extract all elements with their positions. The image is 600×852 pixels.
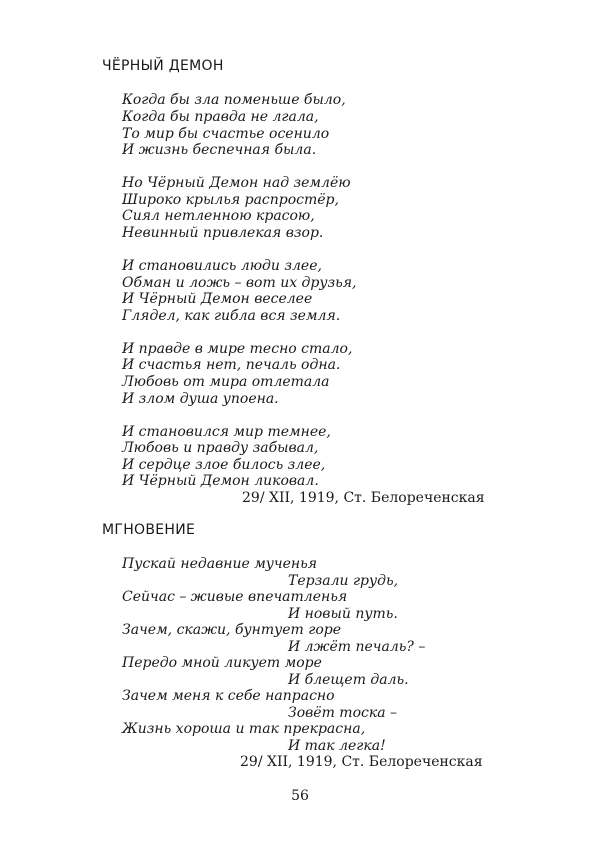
poem-line: Глядел, как гибла вся земля. bbox=[122, 308, 341, 324]
poem-line: И новый путь. bbox=[288, 606, 398, 622]
poem-line: И злом душа упоена. bbox=[122, 391, 279, 407]
poem-line: То мир бы счастье осенило bbox=[122, 126, 330, 142]
poem-line: И Чёрный Демон веселее bbox=[122, 291, 313, 307]
poem-line: И сердце злое билось злее, bbox=[122, 457, 326, 473]
poem-line: Сиял нетленною красою, bbox=[122, 208, 315, 224]
poem-signature: 29/ XII, 1919, Ст. Белореченская bbox=[240, 754, 483, 770]
poem-signature: 29/ XII, 1919, Ст. Белореченская bbox=[242, 490, 485, 506]
poem-line: Обман и ложь – вот их друзья, bbox=[122, 275, 357, 291]
poem-line: Широко крылья распростёр, bbox=[122, 192, 339, 208]
poem-line: И лжёт печаль? – bbox=[288, 639, 426, 655]
poem-line: И жизнь беспечная была. bbox=[122, 142, 317, 158]
poem-line: Жизнь хороша и так прекрасна, bbox=[122, 721, 366, 737]
poem-line: Когда бы зла поменьше было, bbox=[122, 92, 346, 108]
poem-line: И становился мир темнее, bbox=[122, 424, 331, 440]
poem-line: Невинный привлекая взор. bbox=[122, 225, 324, 241]
poem-title: ЧЁРНЫЙ ДЕМОН bbox=[102, 58, 224, 74]
poem-line: Зачем, скажи, бунтует горе bbox=[122, 622, 341, 638]
poem-line: Но Чёрный Демон над землёю bbox=[122, 175, 351, 191]
poem-line: И Чёрный Демон ликовал. bbox=[122, 473, 319, 489]
poem-line: Пускай недавние мученья bbox=[122, 556, 318, 572]
page-number: 56 bbox=[291, 788, 309, 804]
poem-line: Передо мной ликует море bbox=[122, 655, 322, 671]
poem-line: И счастья нет, печаль одна. bbox=[122, 357, 341, 373]
poem-line: Зачем меня к себе напрасно bbox=[122, 688, 335, 704]
poem-line: Любовь от мира отлетала bbox=[122, 374, 330, 390]
poem-line: И становились люди злее, bbox=[122, 258, 322, 274]
poem-line: Любовь и правду забывал, bbox=[122, 440, 319, 456]
poem-line: И блещет даль. bbox=[288, 672, 409, 688]
poem-line: И правде в мире тесно стало, bbox=[122, 341, 353, 357]
poem-line: Когда бы правда не лгала, bbox=[122, 109, 319, 125]
poem-line: Зовёт тоска – bbox=[288, 705, 398, 721]
poem-line: Сейчас – живые впечатленья bbox=[122, 589, 348, 605]
poem-line: Терзали грудь, bbox=[288, 573, 399, 589]
poem-title: МГНОВЕНИЕ bbox=[102, 522, 196, 538]
poem-line: И так легка! bbox=[288, 738, 386, 754]
